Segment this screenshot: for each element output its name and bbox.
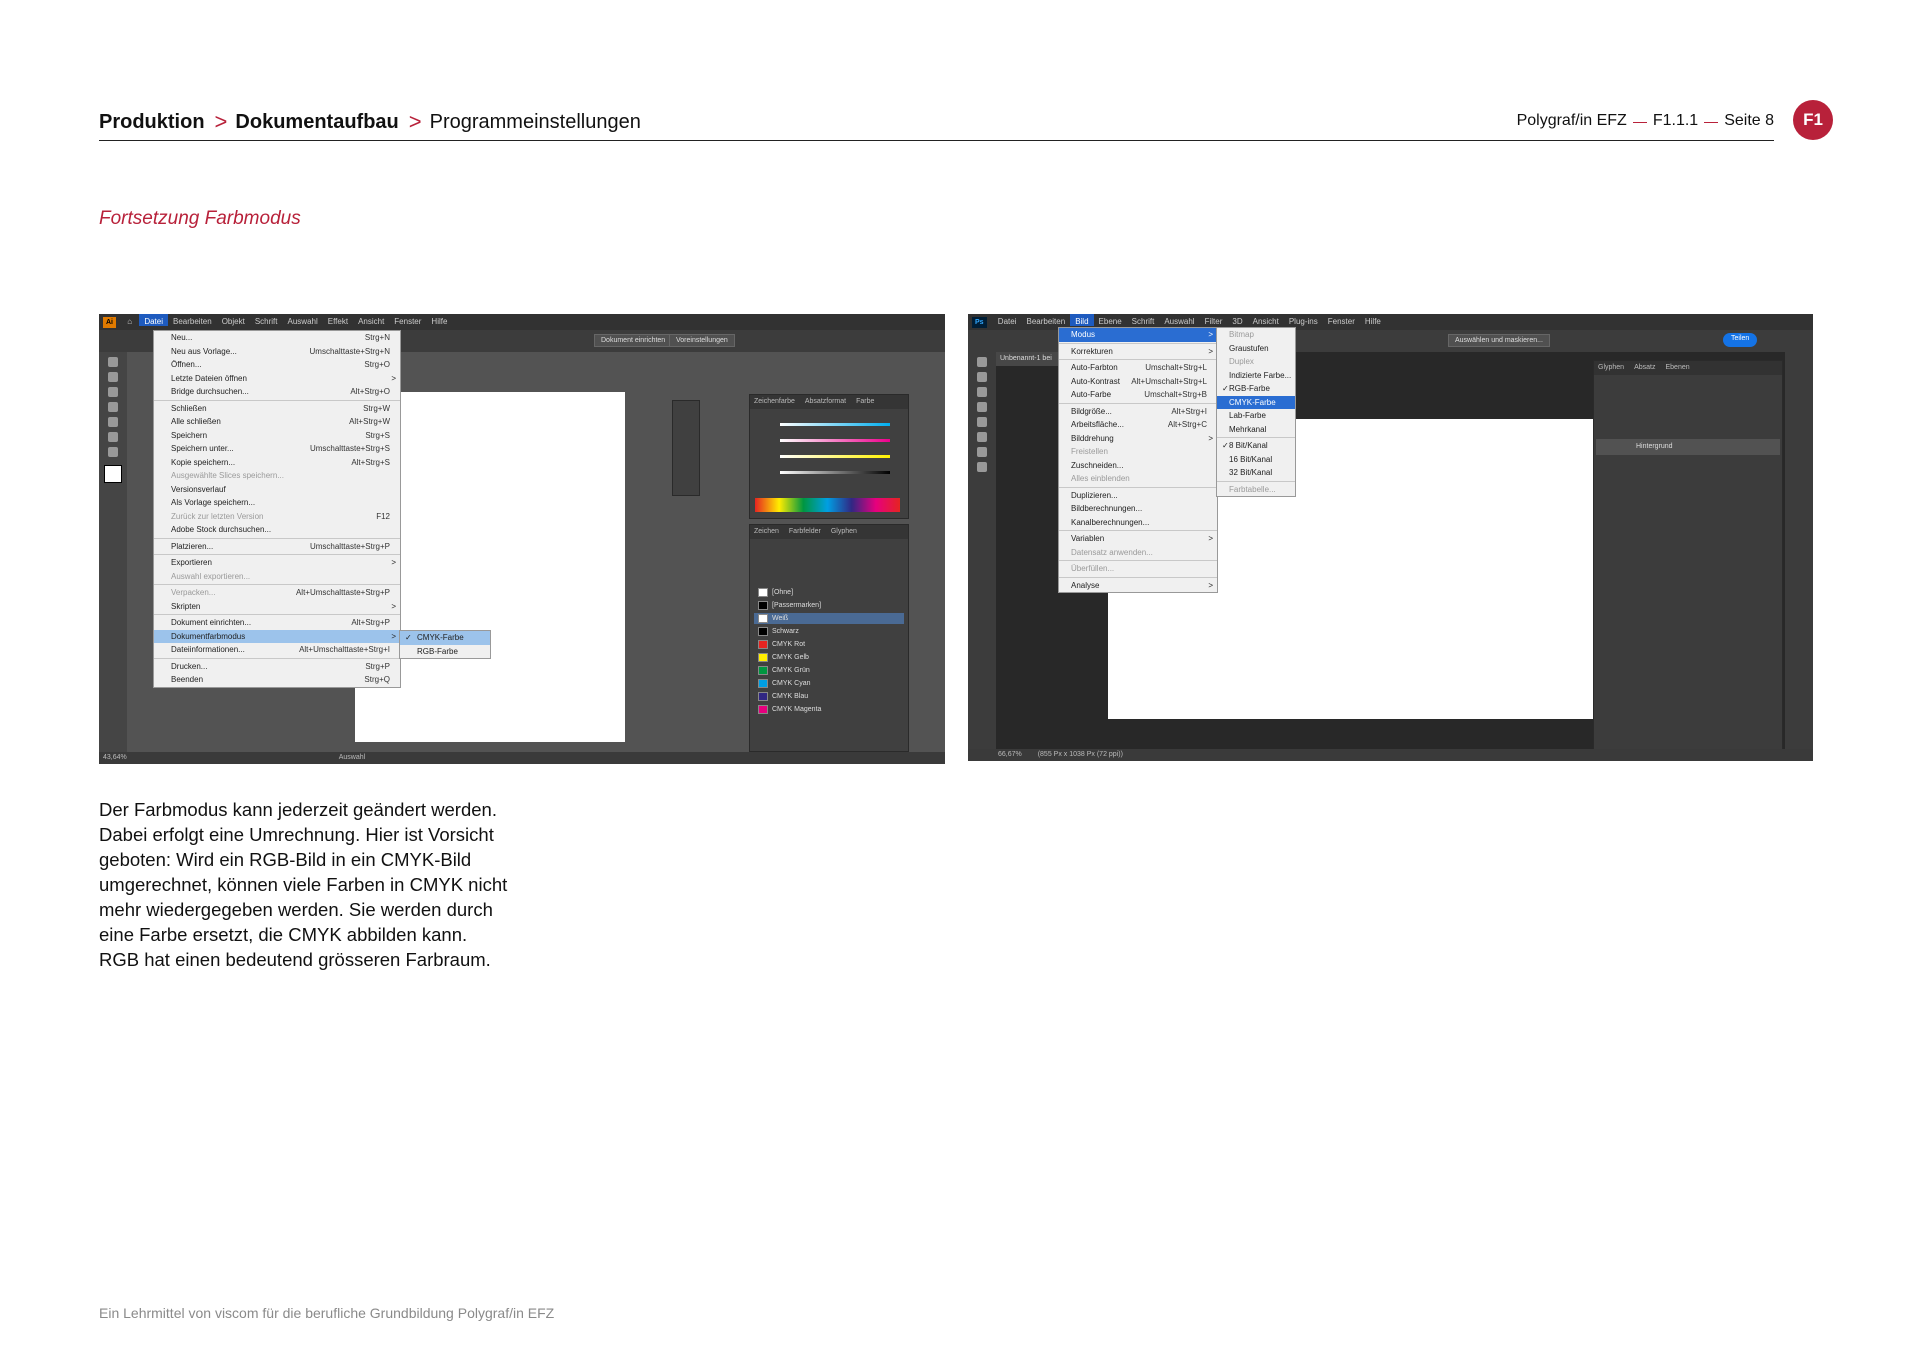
swatch-name: CMYK Blau xyxy=(772,693,809,700)
move-tool-icon[interactable] xyxy=(977,357,987,367)
image-menu-item[interactable] xyxy=(1059,345,1217,359)
menu-item-label: Skripten xyxy=(171,601,201,611)
share-button[interactable]: Teilen xyxy=(1723,333,1757,347)
mode-submenu-item[interactable] xyxy=(1217,396,1295,410)
mode-submenu-item[interactable] xyxy=(1217,453,1295,467)
divider xyxy=(1633,122,1647,123)
menu-separator xyxy=(1217,481,1295,482)
menu-item-label: Auto-Farbe xyxy=(1071,390,1112,399)
chevron-right-icon: > xyxy=(391,373,396,383)
swatch-color xyxy=(758,627,768,636)
menu-separator xyxy=(154,614,400,615)
page-header xyxy=(99,104,1774,141)
swatches-panel-tabs xyxy=(750,525,908,539)
menu-item-label: Als Vorlage speichern... xyxy=(171,498,256,507)
panel-dock xyxy=(1785,352,1813,749)
image-menu-item[interactable] xyxy=(1059,502,1217,516)
file-menu xyxy=(153,330,401,688)
layer-row[interactable] xyxy=(1596,439,1780,455)
color-spectrum[interactable] xyxy=(755,498,900,512)
properties-mini-panel xyxy=(672,400,700,496)
menu-separator xyxy=(1059,487,1217,488)
swatch-item[interactable] xyxy=(754,665,904,676)
menu-bearbeiten[interactable]: Bearbeiten xyxy=(173,317,212,326)
swatch-name: Weiß xyxy=(772,615,789,622)
image-menu-item[interactable] xyxy=(1059,546,1217,560)
menu-separator xyxy=(154,538,400,539)
menu-item-label: Auswahl exportieren... xyxy=(171,571,251,581)
menu-item-shortcut: Alt+Umschalttaste+Strg+P xyxy=(295,588,390,597)
preferences-button[interactable]: Voreinstellungen xyxy=(669,334,735,347)
checkmark-icon: ✓ xyxy=(1222,441,1229,450)
mode-submenu-item[interactable] xyxy=(1217,483,1295,497)
menu-objekt[interactable]: Objekt xyxy=(221,317,245,326)
menu-item-label: Bilddrehung xyxy=(1071,433,1114,443)
file-menu-item[interactable] xyxy=(154,556,400,570)
body-line: eine Farbe ersetzt, die CMYK abbilden kann. xyxy=(99,924,468,945)
image-menu-item[interactable] xyxy=(1059,562,1217,576)
menu-item-label: Dateiinformationen... xyxy=(171,645,245,654)
menu-item-shortcut: Strg+W xyxy=(363,403,390,413)
menu-item-shortcut: Alt+Umschalttaste+Strg+I xyxy=(299,645,390,654)
file-menu-item[interactable] xyxy=(154,673,400,687)
menu-item-label: Bitmap xyxy=(1229,330,1254,339)
body-line: Der Farbmodus kann jederzeit geändert werden. xyxy=(99,799,497,820)
menu-item-label: Dokument einrichten... xyxy=(171,618,252,627)
menu-item-label: Auto-Farbton xyxy=(1071,363,1118,372)
swatch-name: [Ohne] xyxy=(772,589,794,596)
menu-separator xyxy=(154,584,400,585)
menu-item-label: Dokumentfarbmodus xyxy=(171,631,246,641)
menu-item-label: Bildberechnungen... xyxy=(1071,504,1143,513)
menu-item-label: Datensatz anwenden... xyxy=(1071,547,1153,557)
breadcrumb-item-programmeinstellungen: Programmeinstellungen xyxy=(429,111,641,133)
menu-bearbeiten[interactable]: Bearbeiten xyxy=(1026,317,1066,326)
layers-panel-tabs xyxy=(1594,361,1782,375)
panel-tab[interactable]: Glyphen xyxy=(830,528,857,535)
menu-item-shortcut: Strg+S xyxy=(365,430,390,440)
menu-auswahl[interactable]: Auswahl xyxy=(1164,317,1195,326)
swatch-name: Schwarz xyxy=(772,628,799,635)
menu-separator xyxy=(1059,577,1217,578)
cmyk-color-option[interactable]: ✓ CMYK-Farbe xyxy=(400,631,490,645)
image-menu-item[interactable] xyxy=(1059,388,1217,402)
swatch-list xyxy=(750,585,908,717)
file-menu-item[interactable] xyxy=(154,630,400,644)
mode-submenu-item[interactable] xyxy=(1217,439,1295,453)
yellow-slider[interactable] xyxy=(780,455,890,458)
menu-separator xyxy=(154,658,400,659)
chevron-right-icon: > xyxy=(1208,580,1213,590)
menu-item-label: Lab-Farbe xyxy=(1229,411,1266,420)
menu-item-shortcut: Alt+Strg+O xyxy=(350,387,390,396)
menu-item-label: Versionsverlauf xyxy=(171,484,226,494)
photoshop-logo-icon: Ps xyxy=(972,317,987,328)
menu-bild[interactable]: Bild xyxy=(1070,314,1093,326)
zoom-tool-icon[interactable] xyxy=(108,447,118,457)
mode-submenu-item[interactable] xyxy=(1217,409,1295,423)
body-line: umgerechnet, können viele Farben in CMYK nicht xyxy=(99,874,508,895)
menu-separator xyxy=(154,400,400,401)
panel-tab[interactable]: Zeichenfarbe xyxy=(754,398,795,405)
checkmark-icon: ✓ xyxy=(405,633,412,642)
menu-item-label: Variablen xyxy=(1071,534,1105,543)
menu-item-shortcut: Umschalttaste+Strg+N xyxy=(309,346,390,356)
photoshop-toolbar xyxy=(968,352,996,761)
menu-item-label: Neu aus Vorlage... xyxy=(171,346,237,356)
menu-item-label: Zuschneiden... xyxy=(1071,460,1124,470)
swatch-color xyxy=(758,601,768,610)
panel-tab[interactable]: Farbfelder xyxy=(788,528,821,535)
menu-effekt[interactable]: Effekt xyxy=(327,317,349,326)
body-line: Dabei erfolgt eine Umrechnung. Hier ist Vorsicht xyxy=(99,824,494,845)
swatch-item[interactable] xyxy=(754,691,904,702)
menu-item-shortcut: Umschalt+Strg+L xyxy=(1145,363,1207,372)
illustrator-toolbar xyxy=(99,352,127,764)
swatch-color xyxy=(758,705,768,714)
swatch-item[interactable] xyxy=(754,704,904,715)
swatch-color xyxy=(758,640,768,649)
file-menu-item[interactable] xyxy=(154,456,400,470)
menu-item-shortcut: Alt+Umschalt+Strg+L xyxy=(1131,376,1207,386)
menu-datei[interactable]: Datei xyxy=(139,314,168,326)
section-subtitle: Fortsetzung Farbmodus xyxy=(99,208,301,229)
image-menu-item[interactable] xyxy=(1059,375,1217,389)
layers-panel xyxy=(1593,360,1783,760)
swatch-color xyxy=(758,588,768,597)
menu-item-label: Drucken... xyxy=(171,661,208,671)
chevron-right-icon: > xyxy=(1208,346,1213,356)
illustrator-screenshot xyxy=(99,314,945,764)
menu-3d[interactable]: 3D xyxy=(1232,317,1243,326)
eyedropper-tool-icon[interactable] xyxy=(108,432,118,442)
body-line: RGB hat einen bedeutend grösseren Farbraum. xyxy=(99,949,491,970)
menu-separator xyxy=(1059,359,1217,360)
panel-tab[interactable]: Zeichen xyxy=(754,528,779,535)
file-menu-item[interactable] xyxy=(154,510,400,524)
menu-item-label: Zurück zur letzten Version xyxy=(171,511,264,521)
menu-auswahl[interactable]: Auswahl xyxy=(287,317,318,326)
menu-item-label: Beenden xyxy=(171,675,204,684)
menu-item-label: Adobe Stock durchsuchen... xyxy=(171,525,272,534)
body-line: geboten: Wird ein RGB-Bild in ein CMYK-Bild xyxy=(99,849,472,870)
hand-tool-icon[interactable] xyxy=(977,462,987,472)
page-number: Seite 8 xyxy=(1724,112,1774,129)
status-mode: Auswahl xyxy=(338,754,366,761)
panel-tab[interactable]: Absatzformat xyxy=(804,398,847,405)
rgb-color-option[interactable]: RGB-Farbe xyxy=(417,646,458,656)
swatch-item[interactable] xyxy=(754,613,904,624)
file-menu-item[interactable] xyxy=(154,372,400,386)
panel-tab[interactable]: Glyphen xyxy=(1598,364,1625,371)
image-menu-item[interactable] xyxy=(1059,459,1217,473)
breadcrumb-item-produktion: Produktion xyxy=(99,111,205,133)
photoshop-status-bar xyxy=(968,749,1813,761)
illustrator-logo-icon: Ai xyxy=(103,317,116,328)
swatch-name: CMYK Rot xyxy=(772,641,806,648)
file-menu-item[interactable] xyxy=(154,600,400,614)
breadcrumb-item-dokumentaufbau: Dokumentaufbau xyxy=(235,111,399,133)
eraser-tool-icon[interactable] xyxy=(977,432,987,442)
image-menu-item[interactable] xyxy=(1059,472,1217,486)
image-menu-item[interactable] xyxy=(1059,489,1217,503)
menu-fenster[interactable]: Fenster xyxy=(1327,317,1355,326)
image-menu-item[interactable] xyxy=(1059,361,1217,375)
rotate-tool-icon[interactable] xyxy=(108,417,118,427)
swatch-name: [Passermarken] xyxy=(772,602,822,609)
menu-item-shortcut: Alt+Strg+S xyxy=(351,457,390,467)
document-setup-button[interactable]: Dokument einrichten xyxy=(594,334,672,347)
mode-submenu-item[interactable] xyxy=(1217,328,1295,342)
chapter-badge: F1 xyxy=(1793,100,1833,140)
file-menu-item[interactable] xyxy=(154,358,400,372)
black-slider[interactable] xyxy=(780,471,890,474)
menu-separator xyxy=(1059,343,1217,344)
menu-item-shortcut: Umschalttaste+Strg+S xyxy=(309,444,390,453)
document-tab[interactable]: Unbenannt-1 bei xyxy=(996,352,1086,366)
swatches-panel xyxy=(749,524,909,752)
mode-submenu-item[interactable] xyxy=(1217,355,1295,369)
breadcrumb xyxy=(99,108,641,134)
swatch-color xyxy=(758,614,768,623)
menu-ebene[interactable]: Ebene xyxy=(1098,317,1122,326)
menu-datei[interactable]: Datei xyxy=(997,317,1017,326)
menu-item-label: Öffnen... xyxy=(171,360,202,369)
menu-item-label: Exportieren xyxy=(171,558,212,567)
menu-item-label: Duplex xyxy=(1229,357,1254,366)
swatch-color xyxy=(758,692,768,701)
image-menu-item[interactable] xyxy=(1059,445,1217,459)
brush-tool-icon[interactable] xyxy=(977,417,987,427)
menu-item-label: Alle schließen xyxy=(171,417,221,426)
menu-plug-ins[interactable]: Plug-ins xyxy=(1288,317,1318,326)
menu-item-shortcut: Alt+Strg+W xyxy=(349,417,390,426)
swatch-name: CMYK Magenta xyxy=(772,706,822,713)
divider xyxy=(1704,122,1718,123)
mode-submenu xyxy=(1216,327,1296,497)
image-menu xyxy=(1058,327,1218,593)
fill-color-swatch[interactable] xyxy=(104,465,122,483)
chevron-right-icon: > xyxy=(1208,433,1213,443)
file-menu-item[interactable] xyxy=(154,496,400,510)
file-menu-item[interactable] xyxy=(154,385,400,399)
menu-item-shortcut: Strg+O xyxy=(364,360,390,369)
swatch-color xyxy=(758,653,768,662)
chevron-right-icon: > xyxy=(391,558,396,567)
swatch-item[interactable] xyxy=(754,639,904,650)
layer-name: Hintergrund xyxy=(1636,443,1673,450)
menu-hilfe[interactable]: Hilfe xyxy=(431,317,448,326)
zoom-level[interactable]: 66,67% xyxy=(998,751,1022,758)
swatch-item[interactable] xyxy=(754,626,904,637)
menu-item-shortcut: Alt+Strg+I xyxy=(1171,406,1207,416)
chevron-right-icon: > xyxy=(214,109,228,134)
marquee-tool-icon[interactable] xyxy=(977,372,987,382)
menu-item-label: Modus xyxy=(1071,330,1096,339)
menu-item-label: Verpacken... xyxy=(171,588,216,597)
swatch-name: CMYK Cyan xyxy=(772,680,811,687)
photoshop-screenshot xyxy=(968,314,1813,761)
menu-item-shortcut: Strg+N xyxy=(364,333,390,342)
magenta-slider[interactable] xyxy=(780,439,890,442)
menu-item-label: Bridge durchsuchen... xyxy=(171,387,249,396)
menu-item-shortcut: Umschalttaste+Strg+P xyxy=(309,541,390,551)
footer-text: Ein Lehrmittel von viscom für die berufliche Grundbildung Polygraf/in EFZ xyxy=(99,1305,555,1321)
menu-item-label: Kopie speichern... xyxy=(171,457,236,467)
checkmark-icon: ✓ xyxy=(1222,384,1229,393)
swatch-item[interactable] xyxy=(754,678,904,689)
mode-submenu-item[interactable] xyxy=(1217,369,1295,383)
document-color-mode-submenu xyxy=(399,630,491,659)
menu-item-label: Speichern unter... xyxy=(171,444,234,453)
image-menu-item[interactable] xyxy=(1059,532,1217,546)
menu-item-shortcut: Umschalt+Strg+B xyxy=(1144,390,1207,399)
crop-tool-icon[interactable] xyxy=(977,402,987,412)
menu-item-label: Analyse xyxy=(1071,580,1100,590)
swatch-item[interactable] xyxy=(754,652,904,663)
menu-item-label: Arbeitsfläche... xyxy=(1071,420,1124,429)
menu-item-label: Platzieren... xyxy=(171,541,214,551)
menu-item-label: Freistellen xyxy=(1071,447,1108,456)
chevron-right-icon: > xyxy=(1208,330,1213,339)
menu-item-shortcut: F12 xyxy=(376,511,390,521)
illustrator-menubar xyxy=(99,314,945,330)
panel-tab[interactable]: Absatz xyxy=(1634,364,1656,371)
page-meta xyxy=(1517,112,1774,130)
file-menu-item[interactable] xyxy=(154,523,400,537)
swatch-item[interactable] xyxy=(754,587,904,598)
file-menu-item[interactable] xyxy=(154,586,400,600)
image-menu-item[interactable] xyxy=(1059,328,1217,342)
menu-item-label: Alles einblenden xyxy=(1071,474,1130,483)
mode-submenu-item[interactable] xyxy=(1217,342,1295,356)
image-menu-item[interactable] xyxy=(1059,418,1217,432)
color-panel xyxy=(749,394,909,519)
file-menu-item[interactable] xyxy=(154,570,400,584)
chevron-right-icon: > xyxy=(391,631,396,641)
menu-item-label: RGB-Farbe xyxy=(1229,384,1270,393)
menu-separator xyxy=(1059,403,1217,404)
menu-item-label: 8 Bit/Kanal xyxy=(1229,441,1268,450)
document-info: (855 Px x 1038 Px (72 ppi)) xyxy=(1037,751,1123,758)
menu-item-label: Bildgröße... xyxy=(1071,406,1112,416)
menu-item-label: Indizierte Farbe... xyxy=(1229,370,1292,380)
menu-separator xyxy=(1059,560,1217,561)
mode-submenu-item[interactable] xyxy=(1217,466,1295,480)
menu-item-label: Kanalberechnungen... xyxy=(1071,517,1150,527)
menu-item-label: Mehrkanal xyxy=(1229,424,1267,434)
menu-filter[interactable]: Filter xyxy=(1204,317,1223,326)
menu-item-label: 16 Bit/Kanal xyxy=(1229,454,1273,464)
image-menu-item[interactable] xyxy=(1059,579,1217,593)
image-menu-item[interactable] xyxy=(1059,432,1217,446)
select-and-mask-button[interactable]: Auswählen und maskieren... xyxy=(1448,334,1550,347)
body-text xyxy=(99,797,569,972)
type-tool-icon[interactable] xyxy=(977,447,987,457)
menu-schrift[interactable]: Schrift xyxy=(1131,317,1155,326)
file-menu-item[interactable] xyxy=(154,402,400,416)
mode-submenu-item[interactable] xyxy=(1217,382,1295,396)
chevron-right-icon: > xyxy=(391,601,396,611)
swatch-name: CMYK Gelb xyxy=(772,654,809,661)
cyan-slider[interactable] xyxy=(780,423,890,426)
image-menu-item[interactable] xyxy=(1059,405,1217,419)
menu-separator xyxy=(1217,437,1295,438)
menu-item-shortcut: Alt+Strg+C xyxy=(1167,420,1207,429)
zoom-level[interactable]: 43,64% xyxy=(103,754,127,761)
file-menu-item[interactable] xyxy=(154,469,400,483)
menu-item-shortcut: Strg+Q xyxy=(364,675,390,684)
image-menu-item[interactable] xyxy=(1059,516,1217,530)
menu-ansicht[interactable]: Ansicht xyxy=(358,317,385,326)
menu-item-label: Farbtabelle... xyxy=(1229,484,1276,494)
menu-item-label: Schließen xyxy=(171,403,207,413)
chevron-right-icon: > xyxy=(408,109,422,134)
file-menu-item[interactable] xyxy=(154,442,400,456)
panel-tab[interactable]: Ebenen xyxy=(1665,364,1690,371)
chevron-right-icon: > xyxy=(1208,534,1213,543)
menu-item-label: Duplizieren... xyxy=(1071,490,1118,500)
file-menu-item[interactable] xyxy=(154,345,400,359)
file-menu-item[interactable] xyxy=(154,540,400,554)
chapter-code: F1.1.1 xyxy=(1652,112,1699,129)
file-menu-item[interactable] xyxy=(154,429,400,443)
color-panel-tabs xyxy=(750,395,908,409)
swatch-color xyxy=(758,679,768,688)
home-icon[interactable]: ⌂ xyxy=(127,317,133,326)
course-title: Polygraf/in EFZ xyxy=(1516,112,1627,129)
menu-item-shortcut: Strg+P xyxy=(365,661,390,671)
type-tool-icon[interactable] xyxy=(108,402,118,412)
file-menu-item[interactable] xyxy=(154,643,400,657)
menu-separator xyxy=(1059,530,1217,531)
menu-item-label: Neu... xyxy=(171,333,193,342)
lasso-tool-icon[interactable] xyxy=(977,387,987,397)
menu-separator xyxy=(154,554,400,555)
file-menu-item[interactable] xyxy=(154,660,400,674)
menu-item-label: Speichern xyxy=(171,430,208,440)
swatch-name: CMYK Grün xyxy=(772,667,810,674)
illustrator-status-bar xyxy=(99,752,945,764)
file-menu-item[interactable] xyxy=(154,331,400,345)
file-menu-item[interactable] xyxy=(154,483,400,497)
menu-hilfe[interactable]: Hilfe xyxy=(1364,317,1381,326)
body-line: mehr wiedergegeben werden. Sie werden durch xyxy=(99,899,493,920)
menu-item-shortcut: Alt+Strg+P xyxy=(351,618,390,627)
rectangle-tool-icon[interactable] xyxy=(108,387,118,397)
selection-tool-icon[interactable] xyxy=(108,357,118,367)
menu-schrift[interactable]: Schrift xyxy=(254,317,278,326)
menu-fenster[interactable]: Fenster xyxy=(394,317,422,326)
mode-submenu-item[interactable] xyxy=(1217,423,1295,437)
file-menu-item[interactable] xyxy=(154,616,400,630)
menu-item-label: Korrekturen xyxy=(1071,346,1113,356)
swatch-item[interactable] xyxy=(754,600,904,611)
swatch-color xyxy=(758,666,768,675)
pen-tool-icon[interactable] xyxy=(108,372,118,382)
menu-item-label: 32 Bit/Kanal xyxy=(1229,468,1273,477)
panel-tab[interactable]: Farbe xyxy=(856,398,875,405)
menu-item-label: Graustufen xyxy=(1229,343,1269,353)
menu-item-label: Überfüllen... xyxy=(1071,564,1115,573)
menu-item-label: Ausgewählte Slices speichern... xyxy=(171,471,284,480)
file-menu-item[interactable] xyxy=(154,415,400,429)
menu-ansicht[interactable]: Ansicht xyxy=(1252,317,1279,326)
menu-item-label: Letzte Dateien öffnen xyxy=(171,373,247,383)
menu-item-label: CMYK-Farbe xyxy=(1229,397,1276,407)
menu-item-label: Auto-Kontrast xyxy=(1071,376,1120,386)
